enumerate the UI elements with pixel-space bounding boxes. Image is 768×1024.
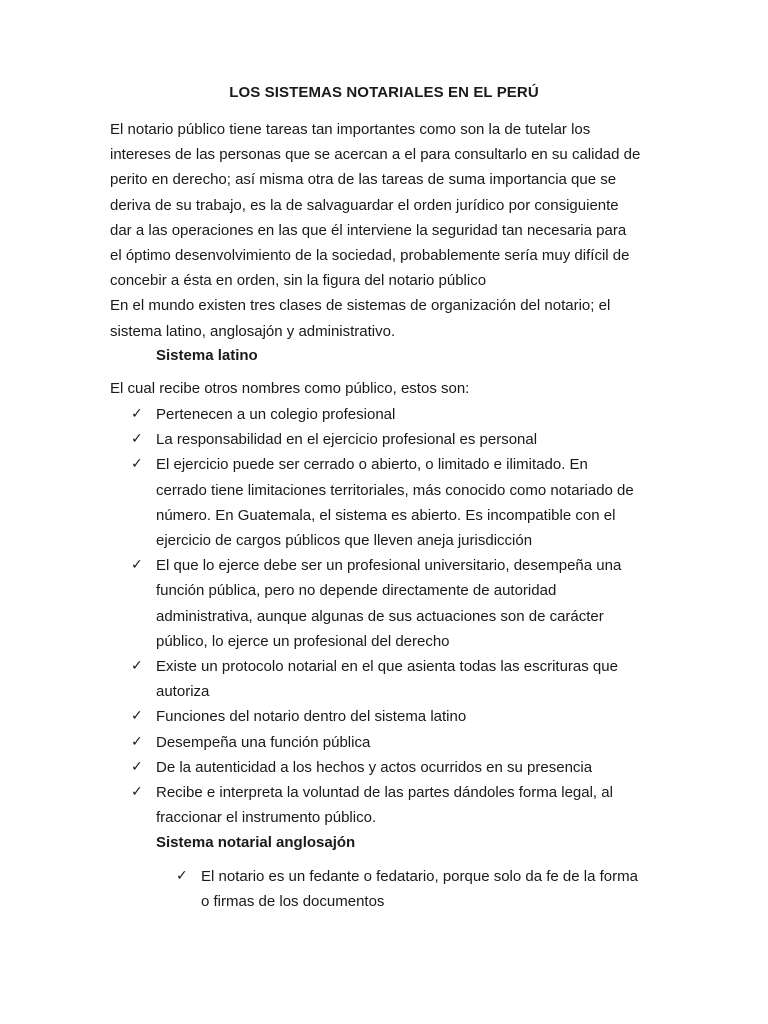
document-title: LOS SISTEMAS NOTARIALES EN EL PERÚ bbox=[229, 84, 539, 101]
checklist-item-line: El que lo ejerce debe ser un profesional universitario, desempeña una bbox=[156, 557, 622, 575]
checklist-item bbox=[131, 755, 691, 780]
checklist-item-line: Funciones del notario dentro del sistema latino bbox=[156, 708, 467, 726]
checklist-item-line: La responsabilidad en el ejercicio profesional es personal bbox=[156, 431, 538, 449]
intro-line: perito en derecho; así misma otra de las tareas de suma importancia que se bbox=[110, 171, 617, 189]
checklist-item bbox=[131, 704, 691, 729]
intro-line: El notario público tiene tareas tan importantes como son la de tutelar los bbox=[110, 121, 591, 138]
checklist-item-line: ejercicio de cargos públicos que lleven aneja jurisdicción bbox=[156, 532, 533, 550]
checkmark-icon: ✓ bbox=[131, 784, 143, 801]
section-heading-anglosajon: Sistema notarial anglosajón bbox=[156, 834, 356, 851]
intro-line: el óptimo desenvolvimiento de la sociedad, probablemente sería muy difícil de bbox=[110, 247, 630, 265]
checklist-item-line: De la autenticidad a los hechos y actos ocurridos en su presencia bbox=[156, 758, 593, 776]
checklist-item-line: función pública, pero no depende directamente de autoridad bbox=[156, 582, 557, 600]
checklist-item bbox=[131, 553, 691, 654]
checkmark-icon: ✓ bbox=[131, 658, 143, 675]
latino-checklist bbox=[131, 402, 691, 830]
checklist-item-line: Recibe e interpreta la voluntad de las partes dándoles forma legal, al bbox=[156, 784, 613, 802]
intro-line: intereses de las personas que se acercan a el para consultarlo en su calidad de bbox=[110, 146, 641, 164]
checkmark-icon: ✓ bbox=[131, 733, 143, 750]
intro-line: dar a las operaciones en las que él interviene la seguridad tan necesaria para bbox=[110, 221, 627, 239]
checkmark-icon: ✓ bbox=[131, 708, 143, 725]
anglosajon-checklist bbox=[176, 864, 696, 914]
checklist-item bbox=[131, 402, 691, 427]
checklist-item-line: administrativa, aunque algunas de sus actuaciones son de carácter bbox=[156, 607, 604, 625]
checkmark-icon: ✓ bbox=[131, 431, 143, 448]
checkmark-icon: ✓ bbox=[131, 406, 143, 422]
latino-lead: El cual recibe otros nombres como público, estos son: bbox=[110, 380, 470, 397]
checkmark-icon: ✓ bbox=[176, 868, 188, 884]
checklist-item-line: Desempeña una función pública bbox=[156, 733, 371, 751]
checklist-item-line: autoriza bbox=[156, 683, 210, 701]
intro-line: deriva de su trabajo, es la de salvaguardar el orden jurídico por consiguiente bbox=[110, 196, 619, 214]
checklist-item-line: Pertenecen a un colegio profesional bbox=[156, 406, 396, 423]
checklist-item-line: Existe un protocolo notarial en el que asienta todas las escrituras que bbox=[156, 658, 618, 676]
checkmark-icon: ✓ bbox=[131, 758, 143, 775]
intro-line: concebir a ésta en orden, sin la figura del notario público bbox=[110, 272, 487, 290]
checklist-item-line: público, lo ejerce un profesional del derecho bbox=[156, 632, 450, 650]
checkmark-icon: ✓ bbox=[131, 557, 143, 574]
checklist-item-line: El ejercicio puede ser cerrado o abierto, o limitado e ilimitado. En bbox=[156, 456, 588, 474]
checklist-item bbox=[131, 780, 691, 830]
intro-line: sistema latino, anglosajón y administrativo. bbox=[110, 322, 396, 340]
checklist-item bbox=[131, 427, 691, 452]
checklist-item-line: El notario es un fedante o fedatario, porque solo da fe de la forma bbox=[201, 868, 638, 885]
checklist-item-line: fraccionar el instrumento público. bbox=[156, 809, 377, 827]
section-heading-latino: Sistema latino bbox=[156, 347, 258, 364]
checklist-item bbox=[131, 452, 691, 553]
intro-line: En el mundo existen tres clases de sistemas de organización del notario; el bbox=[110, 297, 611, 315]
checklist-item bbox=[131, 654, 691, 704]
intro-paragraph bbox=[110, 117, 670, 344]
checklist-item bbox=[176, 864, 696, 914]
checklist-item bbox=[131, 730, 691, 755]
checklist-item-line: o firmas de los documentos bbox=[201, 893, 385, 911]
checkmark-icon: ✓ bbox=[131, 456, 143, 473]
checklist-item-line: cerrado tiene limitaciones territoriales, más conocido como notariado de bbox=[156, 481, 634, 499]
checklist-item-line: número. En Guatemala, el sistema es abierto. Es incompatible con el bbox=[156, 506, 616, 524]
